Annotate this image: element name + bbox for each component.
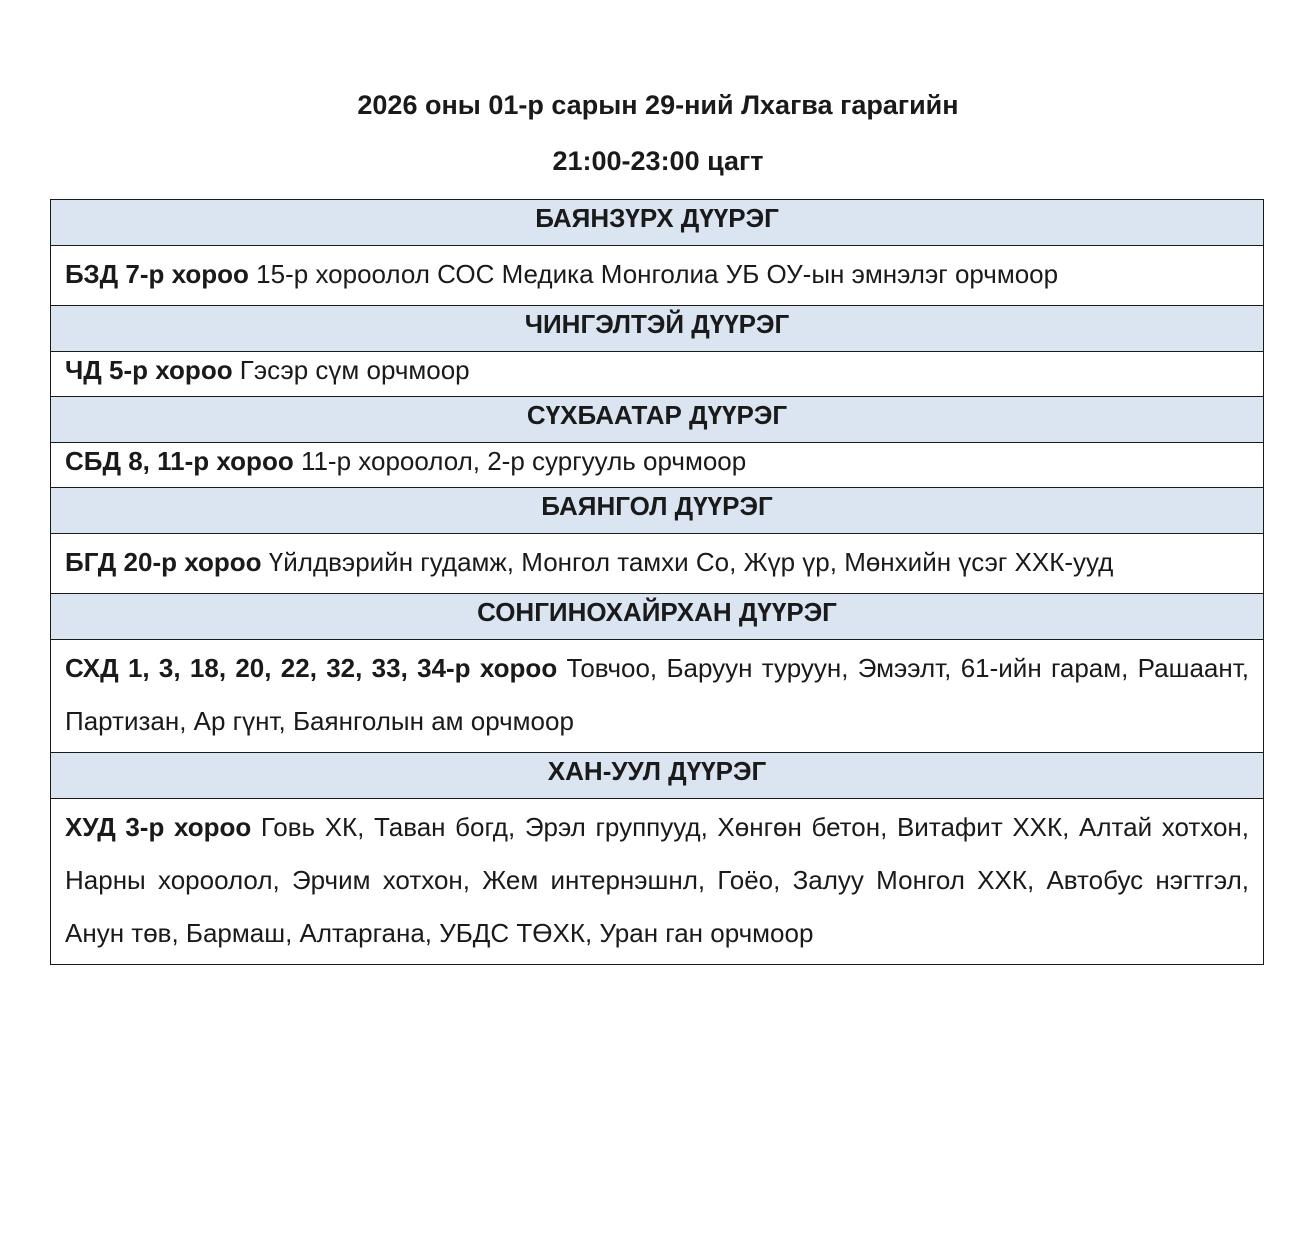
area-cell xyxy=(51,352,1264,397)
district-area-row xyxy=(51,534,1264,594)
khoroo-label: ХУД 3-р хороо xyxy=(65,812,252,842)
district-header-row xyxy=(51,753,1264,799)
district-area-row xyxy=(51,640,1264,753)
district-header-row xyxy=(51,200,1264,246)
locations-text: 11-р хороолол, 2-р сургууль орчмоор xyxy=(293,446,747,476)
district-header-row xyxy=(51,397,1264,443)
locations-text: Үйлдвэрийн гудамж, Монгол тамхи Со, Жүр үр, Мөнхийн үсэг ХХК-ууд xyxy=(261,547,1114,577)
district-area-row xyxy=(51,799,1264,965)
district-name: ХАН-УУЛ ДҮҮРЭГ xyxy=(51,753,1264,799)
khoroo-label: БГД 20-р хороо xyxy=(65,547,262,577)
khoroo-label: СХД 1, 3, 18, 20, 22, 32, 33, 34-р хороо xyxy=(65,653,558,683)
area-cell xyxy=(51,246,1264,306)
khoroo-label: ЧД 5-р хороо xyxy=(65,355,233,385)
page-title: 2026 оны 01-р сарын 29-ний Лхагва гарагийн xyxy=(357,90,959,120)
locations-text: 15-р хороолол СОС Медика Монголиа УБ ОУ-ын эмнэлэг орчмоор xyxy=(248,259,1059,289)
locations-text: Гэсэр сүм орчмоор xyxy=(232,355,470,385)
locations-text: Товчоо, Баруун туруун, Эмээлт, 61-ийн гарам, Рашаант, Партизан, Ар гүнт, Баянголын ам орчмоор xyxy=(65,653,1249,736)
khoroo-label: СБД 8, 11-р хороо xyxy=(65,446,294,476)
area-cell xyxy=(51,443,1264,488)
district-name: СҮХБААТАР ДҮҮРЭГ xyxy=(51,397,1264,443)
district-name: ЧИНГЭЛТЭЙ ДҮҮРЭГ xyxy=(51,306,1264,352)
locations-text: Говь ХК, Таван богд, Эрэл группууд, Хөнгөн бетон, Витафит ХХК, Алтай хотхон, Нарны хороолол, Эрчим хотхон, Жем интернэшнл, Гоёо, Залуу Монгол ХХК, Автобус нэгтгэл, Анун төв, Бармаш, Алтаргана, УБДС ТӨХК, Уран ган орчмоор xyxy=(65,812,1249,948)
district-area-row xyxy=(51,352,1264,397)
district-header-row xyxy=(51,306,1264,352)
district-header-row xyxy=(51,488,1264,534)
district-area-row xyxy=(51,443,1264,488)
outage-table xyxy=(50,199,1264,965)
district-name: СОНГИНОХАЙРХАН ДҮҮРЭГ xyxy=(51,594,1264,640)
district-name: БАЯНГОЛ ДҮҮРЭГ xyxy=(51,488,1264,534)
area-cell xyxy=(51,799,1264,965)
area-cell xyxy=(51,534,1264,594)
district-header-row xyxy=(51,594,1264,640)
area-cell xyxy=(51,640,1264,753)
district-area-row xyxy=(51,246,1264,306)
district-name: БАЯНЗҮРХ ДҮҮРЭГ xyxy=(51,200,1264,246)
khoroo-label: БЗД 7-р хороо xyxy=(65,259,249,289)
time-range: 21:00-23:00 цагт xyxy=(552,146,764,176)
